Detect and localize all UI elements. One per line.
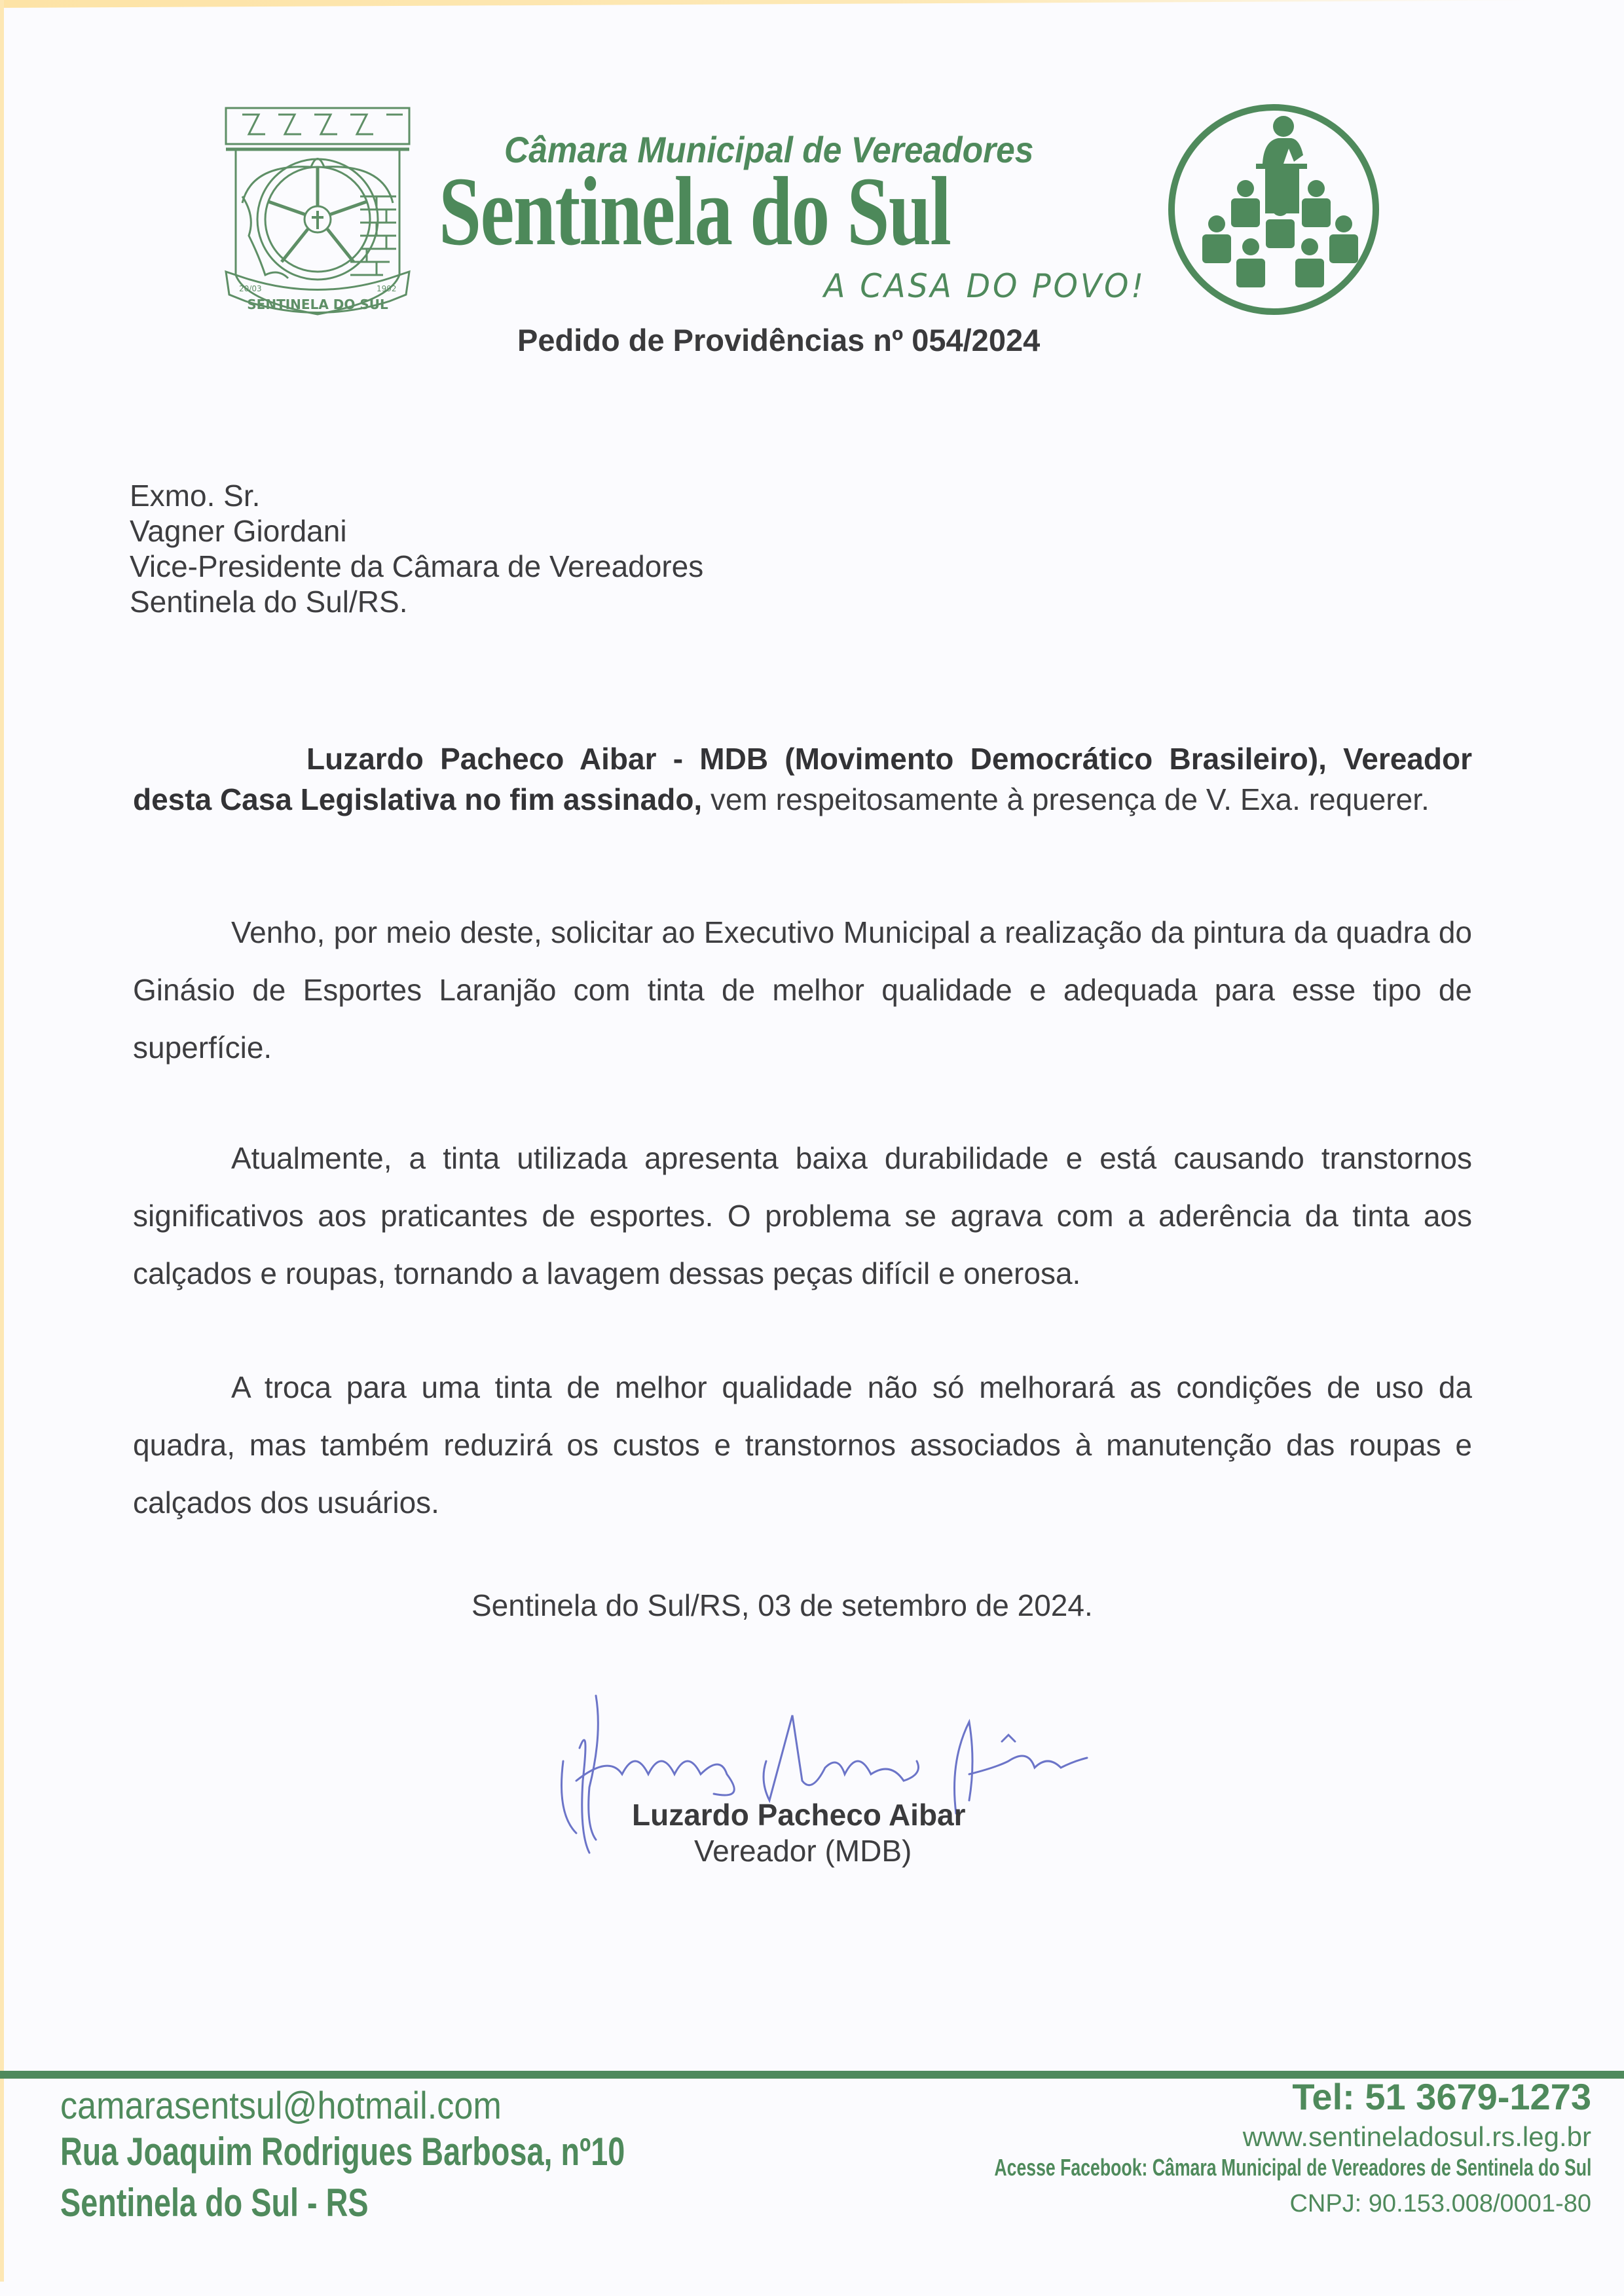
footer-website[interactable]: www.sentineladosul.rs.leg.br xyxy=(1242,2121,1591,2152)
body-paragraph-text: Atualmente, a tinta utilizada apresenta baixa durabilidade e está causando transtornos significativos aos praticantes de esportes. O problema se agrava com a aderência da tinta aos calçados e roupas, tornando a lavagem dessas peças difícil e onerosa. xyxy=(133,1141,1472,1290)
addressee-name: Vagner Giordani xyxy=(130,514,347,548)
document-title: Pedido de Providências nº 054/2024 xyxy=(517,323,1041,357)
footer-phone: Tel: 51 3679-1273 xyxy=(1292,2076,1591,2117)
city-name-heading: Sentinela do Sul xyxy=(439,157,951,266)
slogan: A CASA DO POVO! xyxy=(824,267,1147,305)
crest-date-left: 20/03 xyxy=(239,284,262,293)
crest-date-right: 1992 xyxy=(377,284,397,293)
intro-bold-author: Luzardo Pacheco Aibar - MDB (Movimento Democrático Brasileiro), xyxy=(306,742,1327,776)
body-paragraph-text: A troca para uma tinta de melhor qualidade não só melhorará as condições de uso da quadra, mas também reduzirá os custos e transtornos associados à manutenção das roupas e calçados dos usuários. xyxy=(133,1370,1472,1520)
addressee-location: Sentinela do Sul/RS. xyxy=(130,585,408,619)
signatory-role: Vereador (MDB) xyxy=(694,1834,912,1868)
footer-cnpj: CNPJ: 90.153.008/0001-80 xyxy=(1289,2190,1591,2217)
scan-edge-top xyxy=(0,0,1624,8)
intro-paragraph xyxy=(133,738,1472,820)
institution-line: Câmara Municipal de Vereadores xyxy=(504,129,1034,170)
municipal-coat-of-arms-icon xyxy=(219,105,416,327)
signatory-name: Luzardo Pacheco Aibar xyxy=(632,1798,966,1832)
footer-email[interactable]: camarasentsul@hotmail.com xyxy=(60,2085,502,2127)
body-paragraph-request xyxy=(133,903,1472,1076)
body-paragraph-problem xyxy=(133,1129,1472,1302)
scan-edge-left xyxy=(0,0,4,2282)
footer-facebook: Acesse Facebook: Câmara Municipal de Vereadores de Sentinela do Sul xyxy=(993,2154,1591,2181)
body-paragraph-text: Venho, por meio deste, solicitar ao Executivo Municipal a realização da pintura da quadra do Ginásio de Esportes Laranjão com tinta de melhor qualidade e adequada para esse tipo de superfície. xyxy=(133,915,1472,1065)
footer-street: Rua Joaquim Rodrigues Barbosa, nº10 xyxy=(60,2130,625,2174)
intro-bold-role: Vereador desta Casa Legislativa no fim assinado, xyxy=(133,742,1472,816)
body-paragraph-benefit xyxy=(133,1358,1472,1531)
addressee-salutation: Exmo. Sr. xyxy=(130,479,261,513)
intro-regular: vem respeitosamente à presença de V. Exa. requerer. xyxy=(702,782,1430,816)
assembly-people-podium-icon xyxy=(1166,101,1382,318)
footer-city: Sentinela do Sul - RS xyxy=(60,2181,369,2225)
addressee-block xyxy=(130,478,703,619)
crest-ribbon-text: SENTINELA DO SUL xyxy=(247,297,388,312)
date-line: Sentinela do Sul/RS, 03 de setembro de 2024. xyxy=(471,1588,1093,1622)
addressee-position: Vice-Presidente da Câmara de Vereadores xyxy=(130,549,704,583)
